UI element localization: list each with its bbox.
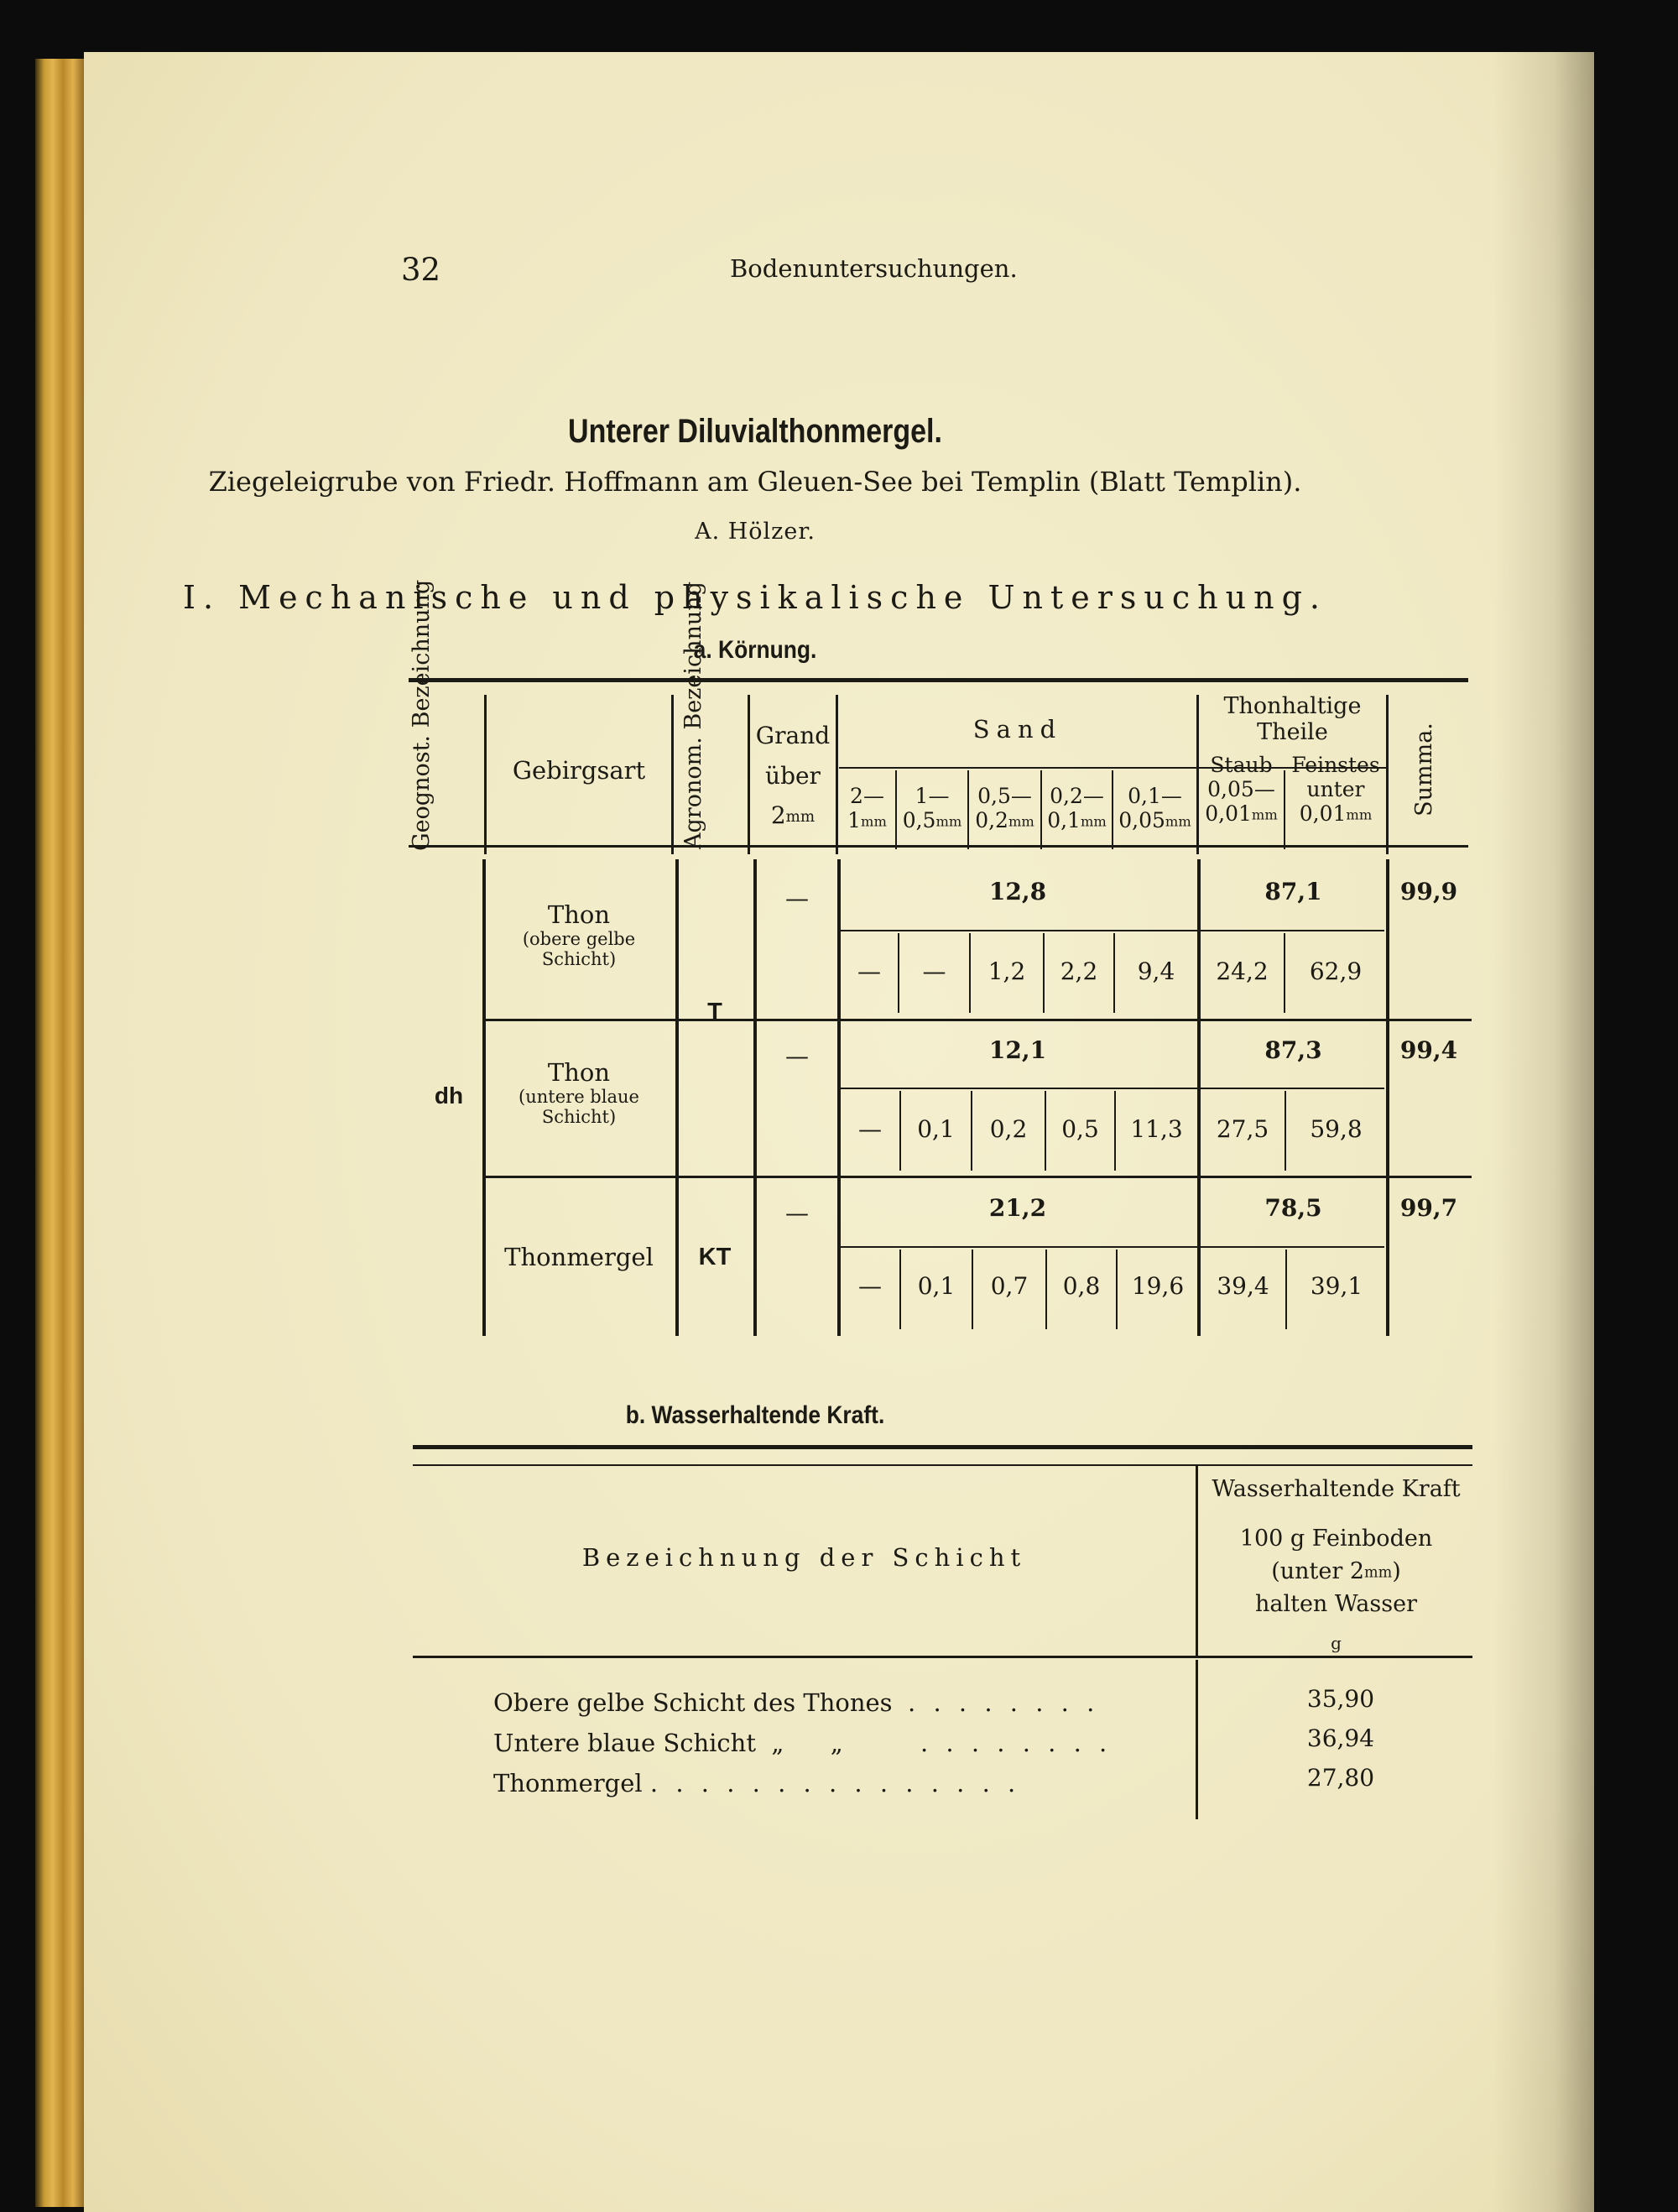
table-cell: 12,1 [988,1036,1047,1064]
table-cell: — [858,1115,882,1143]
page-title: Unterer Diluvialthonmergel. [568,413,942,450]
table-cell: 78,5 [1264,1194,1322,1222]
table-cell: 0,7 [990,1272,1029,1300]
table-cell: 87,1 [1264,878,1322,905]
table-cell: — [785,1042,809,1070]
table-cell: 39,1 [1310,1272,1363,1300]
table-cell: 2,2 [1060,957,1098,985]
table-cell: 59,8 [1310,1115,1363,1143]
table-cell: 27,5 [1216,1115,1269,1143]
geognost-value: dh [434,1083,464,1109]
table-b-left-header: Bezeichnung der Schicht [581,1543,1027,1572]
agronom-value-1: T [707,999,722,1025]
page-gutter-shadow [1493,52,1594,2212]
table-cell: 19,6 [1131,1272,1185,1300]
table-cell: 0,1 [917,1115,955,1143]
table-row-name: Thon (untere blaue Schicht) [519,1058,639,1128]
table-cell: 11,3 [1130,1115,1183,1143]
header-sand: Sand [972,715,1063,743]
table-cell: — [922,957,946,985]
author: A. Hölzer. [695,519,816,545]
table-cell: 0,8 [1062,1272,1101,1300]
table-cell: 0,1 [917,1272,956,1300]
table-cell: 12,8 [988,878,1047,905]
table-b-row: Thonmergel . . . . . . . . . . . . . . . [493,1769,1021,1797]
table-cell: 0,5 [1061,1115,1099,1143]
table-cell: 62,9 [1309,957,1363,985]
header-sand-col-5: 0,1— 0,05mm [1118,784,1191,832]
header-agronom: Agronom. Bezeichnung [680,582,706,849]
table-cell: 87,3 [1264,1036,1322,1064]
table-cell: 99,7 [1399,1194,1458,1222]
page-number: 32 [401,252,441,288]
header-sand-col-3: 0,5— 0,2mm [975,784,1034,832]
header-summa: Summa. [1411,723,1437,816]
table-cell: 39,4 [1217,1272,1269,1300]
running-title: Bodenuntersuchungen. [730,254,1018,283]
table-b-value: 36,94 [1306,1724,1375,1752]
table-b-value: 27,80 [1306,1764,1375,1792]
subtitle: Ziegeleigrube von Friedr. Hoffmann am Gleuen-See bei Templin (Blatt Templin). [208,466,1302,498]
table-cell: 99,4 [1399,1036,1458,1064]
header-grand: Grand über 2mm [755,722,831,830]
header-sand-col-4: 0,2— 0,1mm [1047,784,1107,832]
header-sand-col-1: 2— 1mm [847,784,887,832]
table-b-value: 35,90 [1306,1685,1375,1713]
table-cell: 0,2 [989,1115,1028,1143]
table-b-right-header: Wasserhaltende Kraft 100 g Feinboden (unter 2mm) halten Wasser g [1212,1476,1461,1653]
table-a-heading: a. Körnung. [693,636,817,664]
table-cell: 24,2 [1216,957,1269,985]
table-cell: — [857,957,881,985]
header-sand-col-2: 1— 0,5mm [902,784,962,832]
table-cell: 99,9 [1399,878,1458,905]
section-heading: I. Mechanische und physikalische Untersuchung. [182,579,1328,616]
header-feinstes: Feinstes unter 0,01mm [1291,753,1380,826]
table-row-name: Thon (obere gelbe Schicht) [522,900,636,970]
header-thonhaltige: Thonhaltige Theile [1223,693,1362,746]
header-gebirgsart: Gebirgsart [512,756,646,785]
header-geognost: Geognost. Bezeichnung [409,579,435,851]
table-cell: — [785,884,809,912]
table-b-row: Untere blaue Schicht „ „ . . . . . . . . [493,1729,1113,1757]
table-b-row: Obere gelbe Schicht des Thones . . . . . . . . [493,1688,1100,1717]
table-b-heading: b. Wasserhaltende Kraft. [625,1401,885,1429]
header-staub: Staub 0,05— 0,01mm [1205,753,1278,826]
table-cell: 1,2 [988,957,1026,985]
table-cell: 9,4 [1137,957,1175,985]
agronom-value-2: KT [698,1244,732,1270]
table-cell: — [858,1272,882,1300]
book-edge [35,59,86,2207]
table-row-name: Thonmergel [504,1243,654,1271]
table-cell: 21,2 [988,1194,1047,1222]
table-cell: — [785,1199,809,1227]
